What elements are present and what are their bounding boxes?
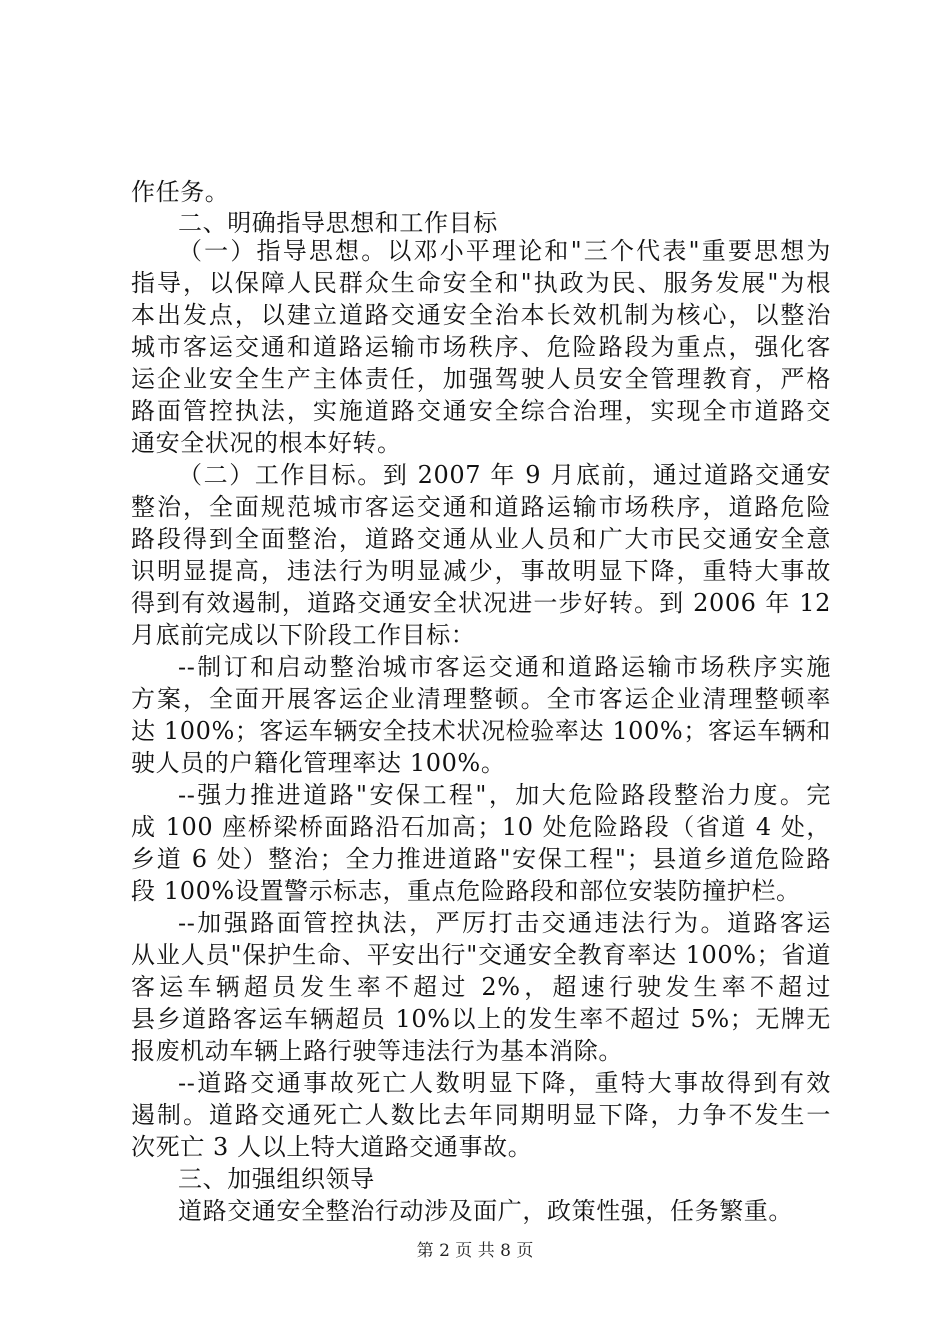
text-line: 方案，全面开展客运企业清理整顿。全市客运企业清理整顿率: [131, 685, 831, 713]
text-line: 路段得到全面整治，道路交通从业人员和广大市民交通安全意: [131, 525, 831, 553]
text-line: 月底前完成以下阶段工作目标：: [131, 621, 476, 649]
text-line: 县乡道路客运车辆超员 10%以上的发生率不超过 5%；无牌无: [131, 1005, 831, 1033]
text-line: 作任务。: [131, 178, 230, 206]
text-line: 次死亡 3 人以上特大道路交通事故。: [131, 1133, 533, 1161]
text-line: 乡道 6 处）整治；全力推进道路"安保工程"；县道乡道危险路: [131, 845, 831, 873]
text-line: （一）指导思想。以邓小平理论和"三个代表"重要思想为: [178, 237, 831, 265]
text-line: 整治，全面规范城市客运交通和道路运输市场秩序，道路危险: [131, 493, 831, 521]
text-line: 本出发点，以建立道路交通安全治本长效机制为核心，以整治: [131, 301, 831, 329]
page-number-footer: 第 2 页 共 8 页: [416, 1241, 534, 1261]
text-line: --道路交通事故死亡人数明显下降，重特大事故得到有效: [178, 1069, 831, 1097]
text-line: 运企业安全生产主体责任，加强驾驶人员安全管理教育，严格: [131, 365, 831, 393]
text-line: 得到有效遏制，道路交通安全状况进一步好转。到 2006 年 12: [131, 589, 831, 617]
text-line: 报废机动车辆上路行驶等违法行为基本消除。: [131, 1037, 623, 1065]
text-line: 段 100%设置警示标志，重点危险路段和部位安装防撞护栏。: [131, 877, 801, 905]
text-line: 从业人员"保护生命、平安出行"交通安全教育率达 100%；省道: [131, 941, 831, 969]
text-line: 识明显提高，违法行为明显减少，事故明显下降，重特大事故: [131, 557, 831, 585]
text-line: （二）工作目标。到 2007 年 9 月底前，通过道路交通安: [178, 461, 831, 489]
section-heading: 二、明确指导思想和工作目标: [178, 209, 498, 237]
text-line: 客运车辆超员发生率不超过 2%，超速行驶发生率不超过: [131, 973, 831, 1001]
text-line: 遏制。道路交通死亡人数比去年同期明显下降，力争不发生一: [131, 1101, 831, 1129]
text-line: 通安全状况的根本好转。: [131, 429, 402, 457]
section-heading: 三、加强组织领导: [178, 1165, 375, 1193]
text-line: 道路交通安全整治行动涉及面广，政策性强，任务繁重。: [178, 1197, 793, 1225]
text-line: --强力推进道路"安保工程"，加大危险路段整治力度。完: [178, 781, 831, 809]
text-line: 城市客运交通和道路运输市场秩序、危险路段为重点，强化客: [131, 333, 831, 361]
text-line: 驶人员的户籍化管理率达 100%。: [131, 749, 506, 777]
text-line: 达 100%；客运车辆安全技术状况检验率达 100%；客运车辆和: [131, 717, 831, 745]
text-line: 指导，以保障人民群众生命安全和"执政为民、服务发展"为根: [131, 269, 831, 297]
text-line: 路面管控执法，实施道路交通安全综合治理，实现全市道路交: [131, 397, 831, 425]
text-line: --制订和启动整治城市客运交通和道路运输市场秩序实施: [178, 653, 831, 681]
text-line: 成 100 座桥梁桥面路沿石加高；10 处危险路段（省道 4 处，: [131, 813, 831, 841]
text-line: --加强路面管控执法，严厉打击交通违法行为。道路客运: [178, 909, 831, 937]
